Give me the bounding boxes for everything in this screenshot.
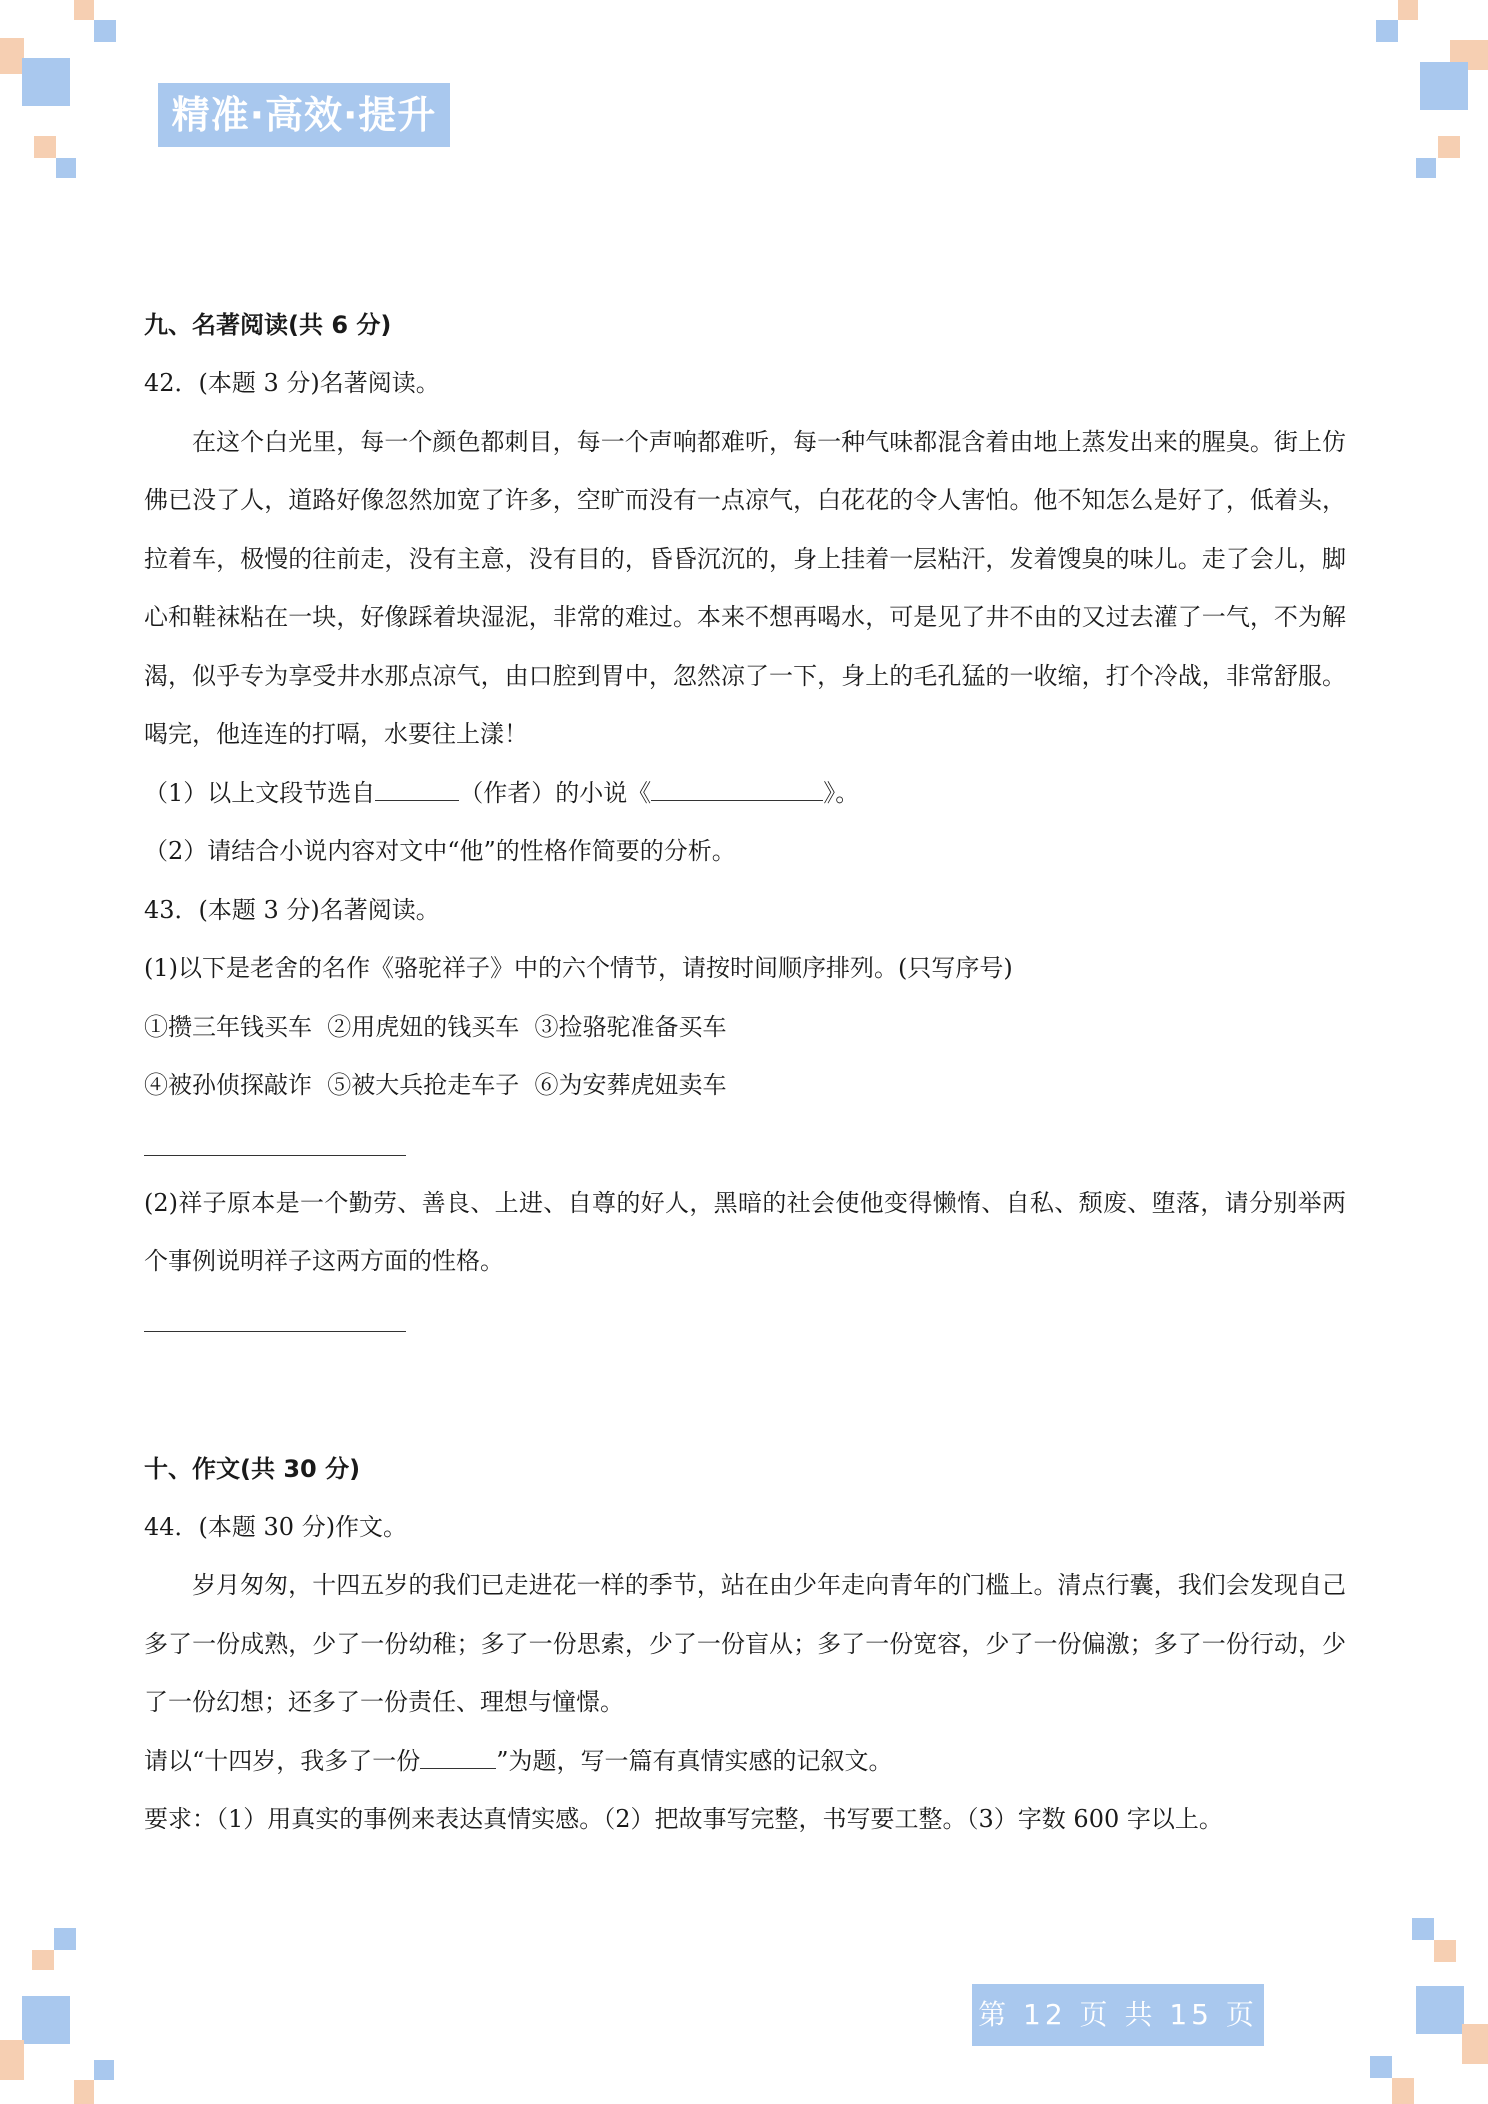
question-42-sub1-text-b: （作者）的小说《 — [459, 778, 652, 807]
question-43-sub2-answer-line[interactable] — [144, 1291, 406, 1332]
section-9-heading: 九、名著阅读(共 6 分) — [144, 311, 392, 339]
question-44-prompt-text-b: ”为题，写一篇有真情实感的记叙文。 — [496, 1746, 893, 1775]
question-43-sub1: (1)以下是老舍的名作《骆驼祥子》中的六个情节，请按时间顺序排列。(只写序号) — [144, 954, 1013, 982]
question-43-options-row-2: ④被孙侦探敲诈 ⑤被大兵抢走车子 ⑥为安葬虎妞卖车 — [144, 1071, 727, 1099]
question-43-options-row-1: ①攒三年钱买车 ②用虎妞的钱买车 ③捡骆驼准备买车 — [144, 1012, 727, 1041]
question-42-stem: 42．(本题 3 分)名著阅读。 — [144, 369, 440, 397]
page-number-badge: 第 12 页 共 15 页 — [972, 1984, 1264, 2046]
header-banner: 精准·高效·提升 — [158, 83, 450, 147]
question-42-sub1-text-c: 》。 — [823, 778, 860, 807]
novel-title-answer-blank[interactable] — [651, 774, 823, 801]
author-answer-blank[interactable] — [375, 774, 459, 801]
question-44-passage: 岁月匆匆，十四五岁的我们已走进花一样的季节，站在由少年走向青年的门槛上。清点行囊，我们会发现自己多了一份成熟，少了一份幼稚；多了一份思索，少了一份盲从；多了一份宽容，少了一份偏激；多了一份行动，少了一份幻想；还多了一份责任、理想与憧憬。 — [144, 1571, 1346, 1716]
page-content — [144, 296, 1346, 1849]
question-42-sub2: （2）请结合小说内容对文中“他”的性格作简要的分析。 — [144, 837, 736, 865]
question-43-sub2: (2)祥子原本是一个勤劳、善良、上进、自尊的好人，黑暗的社会使他变得懒惰、自私、颓废、堕落，请分别举两个事例说明祥子这两方面的性格。 — [144, 1188, 1346, 1275]
section-10-heading: 十、作文(共 30 分) — [144, 1454, 361, 1483]
question-44-prompt-text-a: 请以“十四岁，我多了一份 — [144, 1746, 421, 1775]
question-42-sub1 — [144, 764, 1346, 823]
question-42-passage: 在这个白光里，每一个颜色都刺目，每一个声响都难听，每一种气味都混含着由地上蒸发出来的腥臭。街上仿佛已没了人，道路好像忽然加宽了许多，空旷而没有一点凉气，白花花的令人害怕。他不知怎么是好了，低着头，拉着车，极慢的往前走，没有主意，没有目的，昏昏沉沉的，身上挂着一层粘汗，发着馊臭的味儿。走了会儿，脚心和鞋袜粘在一块，好像踩着块湿泥，非常的难过。本来不想再喝水，可是见了井不由的又过去灌了一气，不为解渴，似乎专为享受井水那点凉气，由口腔到胃中，忽然凉了一下，身上的毛孔猛的一收缩，打个冷战，非常舒服。喝完，他连连的打嗝，水要往上漾！ — [144, 427, 1346, 748]
question-44-prompt — [144, 1732, 1346, 1791]
question-43-stem: 43．(本题 3 分)名著阅读。 — [144, 895, 440, 924]
essay-title-blank[interactable] — [420, 1742, 496, 1769]
question-43-sub1-answer-line[interactable] — [144, 1115, 406, 1156]
question-44-stem: 44．(本题 30 分)作文。 — [144, 1512, 408, 1541]
question-44-requirements: 要求：（1）用真实的事例来表达真情实感。（2）把故事写完整，书写要工整。（3）字数 600 字以上。 — [144, 1805, 1223, 1833]
question-42-sub1-text-a: （1）以上文段节选自 — [144, 778, 376, 807]
